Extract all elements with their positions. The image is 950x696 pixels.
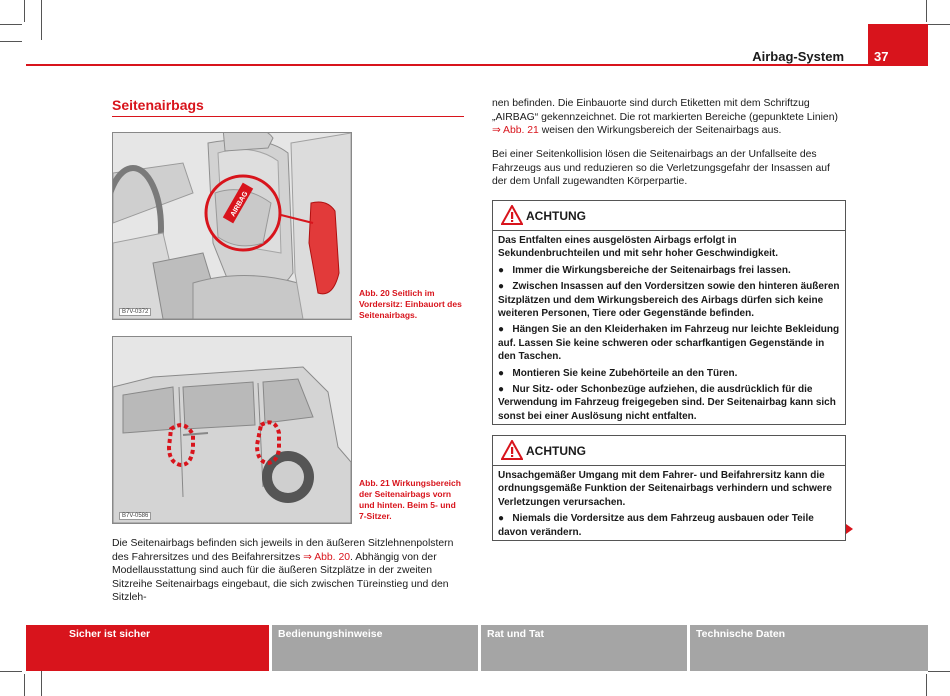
warning-title: ACHTUNG	[526, 209, 586, 223]
warning-bullet-text: Nur Sitz- oder Schonbezüge aufziehen, die ausdrücklich für die Verwendung im Fahrzeug freigegeben sind. Der Seitenairbag kann sich sonst bei einer Auslösung nicht entfalten.	[498, 384, 836, 422]
airbag-label-overlay	[113, 133, 351, 319]
bullet-icon: ●	[498, 281, 505, 293]
footer-tab-sicher-ist-sicher[interactable]	[26, 625, 269, 671]
figure-reference-link[interactable]: ⇒ Abb. 21	[492, 125, 539, 136]
warning-box	[492, 200, 846, 425]
body-paragraph	[492, 97, 844, 138]
crop-mark	[24, 674, 25, 696]
figure-code: B7V-0586	[119, 512, 151, 520]
warning-title: ACHTUNG	[526, 444, 586, 458]
body-text-span: weisen den Wirkungsbereich der Seitenairbags aus.	[538, 125, 782, 136]
body-paragraph: Bei einer Seitenkollision lösen die Seitenairbags an der Unfallseite des Fahrzeugs aus und reduzieren so die Verletzungsgefahr der Insassen auf der dem Unfall zugewandten Körperpartie.	[492, 149, 830, 187]
body-paragraph	[112, 537, 464, 605]
page-number: 37	[874, 49, 889, 64]
bullet-icon: ●	[498, 324, 505, 336]
car-illustration	[113, 337, 351, 523]
footer-tab-label: Technische Daten	[696, 628, 786, 640]
bullet-icon: ●	[498, 367, 505, 379]
warning-triangle-icon	[501, 440, 523, 460]
warning-box	[492, 435, 846, 541]
warning-intro: Das Entfalten eines ausgelösten Airbags erfolgt in Sekundenbruchteilen und mit sehr hoher Geschwindigkeit.	[498, 235, 779, 260]
warning-bullet	[498, 383, 840, 423]
warning-intro: Unsachgemäßer Umgang mit dem Fahrer- und Beifahrersitz kann die ordnungsgemäße Funktion der Seitenairbags verhindern und schwere Verletzungen verursachen.	[498, 470, 832, 508]
crop-mark	[0, 24, 22, 25]
crop-mark	[928, 24, 950, 25]
footer-tab-label: Sicher ist sicher	[69, 628, 151, 640]
footer-tab-bedienungshinweise[interactable]	[272, 625, 478, 671]
bullet-icon: ●	[498, 264, 505, 276]
crop-mark	[0, 41, 22, 42]
airbag-label: AIRBAG	[229, 190, 250, 218]
warning-bullet	[498, 264, 840, 277]
figure-code: B7V-0372	[119, 308, 151, 316]
chapter-title: Airbag-System	[752, 49, 844, 64]
crop-mark	[926, 0, 927, 22]
warning-header	[493, 201, 845, 231]
body-text-span: nen befinden. Die Einbauorte sind durch Etiketten mit dem Schriftzug „AIRBAG“ gekennzeichnet. Die rot markierten Bereiche (gepunktete Linien)	[492, 98, 838, 123]
warning-bullet	[498, 367, 840, 380]
footer-tab-label: Rat und Tat	[487, 628, 544, 640]
section-title: Seitenairbags	[112, 97, 204, 113]
bullet-icon: ●	[498, 384, 505, 396]
warning-header	[493, 436, 845, 466]
warning-triangle-icon	[501, 205, 523, 225]
warning-bullet-text: Niemals die Vordersitze aus dem Fahrzeug ausbauen oder Teile davon verändern.	[498, 513, 814, 538]
footer-tab-rat-und-tat[interactable]	[481, 625, 687, 671]
warning-bullet	[498, 280, 840, 320]
body-text-span: Die Seitenairbags befinden sich jeweils in den äußeren Sitzlehnenpolstern des Fahrersitzes und des Beifahrersitzes	[112, 538, 454, 563]
warning-bullet-text: Zwischen Insassen auf den Vordersitzen sowie den hinteren äußeren Sitzplätzen und dem Wirkungsbereich des Airbags dürfen sich keine weiteren Personen, Tiere oder Gegenstände befinden.	[498, 281, 840, 320]
warning-bullet	[498, 512, 840, 539]
body-text-span: . Abhängig von der Modellausstattung sind auch für die äußeren Sitzplätze in der zweiten Sitzreihe Seitenairbags eingebaut, die sich zwischen Türeinstieg und den Sitzleh-	[112, 551, 449, 603]
figure-reference-link[interactable]: ⇒ Abb. 20	[303, 551, 351, 563]
warning-body	[493, 231, 845, 429]
footer-tab-technische-daten[interactable]	[690, 625, 928, 671]
crop-mark	[928, 671, 950, 672]
footer-tab-label: Bedienungshinweise	[278, 628, 383, 640]
bullet-icon: ●	[498, 513, 505, 525]
figure-car-airbag-zones	[112, 336, 352, 524]
section-rule	[112, 116, 464, 117]
continue-arrow-icon[interactable]	[846, 524, 853, 534]
figure-seat-airbag	[112, 132, 352, 320]
warning-body	[493, 466, 845, 545]
figure-caption: Abb. 20 Seitlich im Vordersitz: Einbauort des Seitenairbags.	[359, 288, 462, 320]
crop-mark	[24, 0, 25, 22]
warning-bullet-text: Hängen Sie an den Kleiderhaken im Fahrzeug nur leichte Bekleidung auf. Lassen Sie keine schweren oder scharfkantigen Gegenstände in den Taschen.	[498, 324, 840, 363]
figure-caption: Abb. 21 Wirkungsbereich der Seitenairbags vorn und hinten. Beim 5- und 7-Sitzer.	[359, 478, 461, 521]
header-rule	[26, 64, 928, 66]
warning-bullet	[498, 323, 840, 363]
crop-mark	[0, 671, 22, 672]
warning-bullet-text: Immer die Wirkungsbereiche der Seitenairbags frei lassen.	[512, 264, 791, 276]
crop-mark	[41, 0, 42, 40]
warning-bullet-text: Montieren Sie keine Zubehörteile an den Türen.	[512, 367, 738, 379]
crop-mark	[926, 674, 927, 696]
